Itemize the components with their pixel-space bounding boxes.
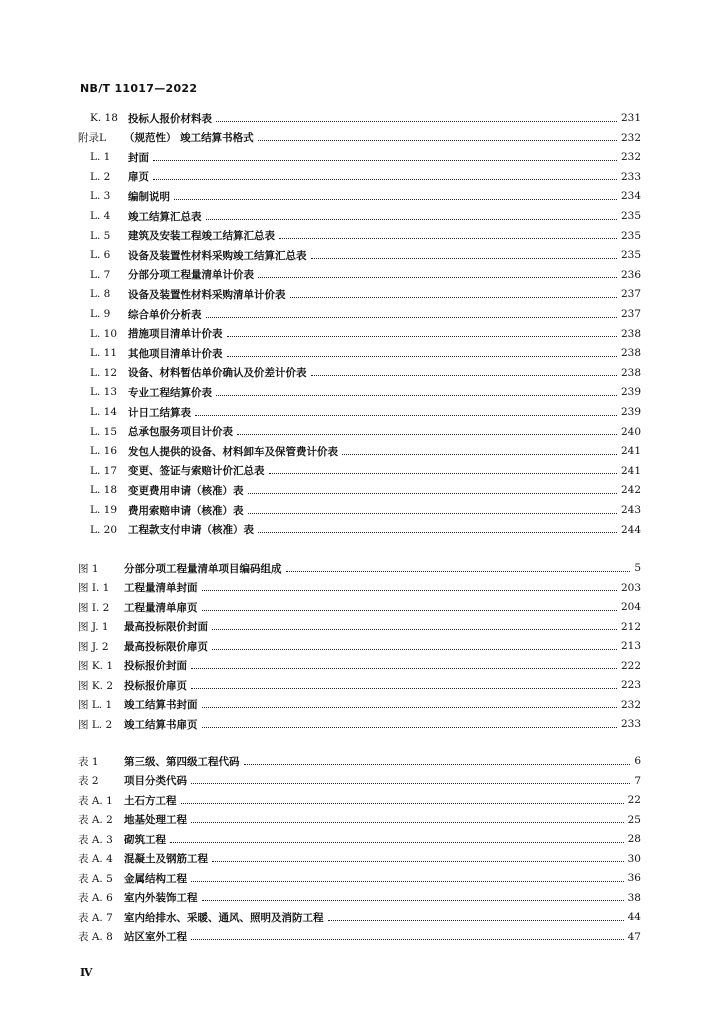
figure-entry-page: 222 — [620, 659, 641, 672]
table-entry-page: 6 — [634, 755, 641, 767]
toc-entry-title: 扉页 — [128, 171, 149, 184]
toc-entry-title: 措施项目清单计价表 — [128, 328, 223, 341]
toc-entry-title: 变更费用申请（核准）表 — [128, 484, 244, 497]
page-number: Ⅳ — [80, 966, 93, 979]
table-entry-number: 表 A. 7 — [78, 911, 113, 924]
dot-leader — [202, 590, 617, 591]
dot-leader — [244, 764, 631, 765]
toc-entry[interactable] — [90, 403, 641, 421]
table-entry-number: 表 1 — [78, 755, 99, 768]
dot-leader — [191, 939, 624, 940]
dot-leader — [342, 454, 617, 455]
dot-leader — [195, 415, 617, 416]
dot-leader — [191, 881, 624, 882]
toc-entry-page: 239 — [620, 386, 641, 399]
figure-entry[interactable] — [78, 637, 641, 655]
toc-entry-title: 其他项目清单计价表 — [128, 347, 223, 360]
figure-entry-title: 工程量清单扉页 — [124, 601, 198, 614]
dot-leader — [170, 842, 624, 843]
toc-entry-number: L. 1 — [90, 151, 111, 164]
toc-entry-page: 236 — [620, 268, 641, 281]
toc-entry[interactable] — [78, 129, 641, 147]
figure-entry-page: 223 — [620, 679, 641, 691]
figure-entry-title: 竣工结算书封面 — [124, 699, 198, 711]
dot-leader — [181, 803, 624, 804]
toc-entry-number: L. 7 — [90, 268, 111, 281]
toc-entry-page: 238 — [620, 366, 641, 379]
dot-leader — [311, 375, 617, 376]
toc-entry-page: 235 — [620, 210, 641, 222]
toc-entry-title: 工程款支付申请（核准）表 — [128, 524, 254, 537]
table-entry-page: 36 — [627, 872, 641, 884]
table-entry-number: 表 2 — [78, 775, 99, 787]
table-entry-page: 44 — [627, 911, 641, 923]
table-entry[interactable] — [78, 850, 641, 868]
table-entry[interactable] — [78, 811, 641, 829]
dot-leader — [202, 610, 617, 611]
toc-entry-number: L. 10 — [90, 327, 118, 340]
figure-entry-number: 图 K. 2 — [78, 679, 114, 692]
figure-entry[interactable] — [78, 676, 641, 694]
dot-leader — [248, 513, 617, 514]
dot-leader — [212, 629, 617, 630]
toc-entry-page: 235 — [620, 229, 641, 242]
dot-leader — [248, 493, 617, 494]
toc-entry-title: 计日工结算表 — [128, 406, 191, 419]
toc-entry[interactable] — [90, 246, 641, 264]
table-entry-page: 22 — [627, 794, 641, 806]
toc-entry-number: L. 15 — [90, 425, 118, 438]
toc-entry-title: 综合单价分析表 — [128, 308, 202, 321]
toc-entry[interactable] — [90, 285, 641, 303]
figure-entry-page: 203 — [620, 581, 641, 594]
toc-entry-page: 238 — [620, 327, 641, 340]
toc-entry-title: 设备及装置性材料采购清单计价表 — [128, 288, 286, 301]
toc-entry-number: L. 5 — [90, 229, 111, 242]
table-entry-page: 28 — [627, 833, 641, 845]
toc-entry[interactable] — [90, 481, 641, 499]
toc-entry-page: 232 — [620, 151, 641, 164]
toc-entry[interactable] — [90, 521, 641, 539]
dot-leader — [258, 140, 617, 141]
table-entry[interactable] — [78, 752, 641, 770]
figure-entry-title: 投标报价扉页 — [124, 679, 187, 692]
dot-leader — [191, 668, 617, 669]
figure-entry[interactable] — [78, 618, 641, 636]
figure-entry-page: 5 — [634, 562, 641, 574]
toc-entry-page: 235 — [620, 249, 641, 262]
toc-entry[interactable] — [90, 442, 641, 460]
toc-entry-page: 239 — [620, 406, 641, 418]
dot-leader — [202, 900, 624, 901]
dot-leader — [227, 336, 617, 337]
dot-leader — [206, 317, 617, 318]
figure-entry-number: 图 I. 2 — [78, 601, 110, 614]
toc-entry[interactable] — [90, 168, 641, 186]
toc-entry[interactable] — [90, 325, 641, 343]
table-entry-number: 表 A. 5 — [78, 872, 113, 885]
table-entry-title: 项目分类代码 — [124, 775, 187, 787]
toc-entry-title: （规范性） 竣工结算书格式 — [124, 132, 254, 145]
table-entry-number: 表 A. 2 — [78, 814, 113, 826]
dot-leader — [286, 571, 631, 572]
figure-entry[interactable] — [78, 579, 641, 597]
toc-entry[interactable] — [90, 207, 641, 225]
toc-entry-number: L. 3 — [90, 190, 111, 203]
table-entry-page: 25 — [627, 813, 641, 826]
toc-entry[interactable] — [90, 227, 641, 245]
figure-entry-title: 工程量清单封面 — [124, 582, 198, 594]
toc-entry-number: L. 18 — [90, 484, 118, 497]
dot-leader — [311, 258, 617, 259]
table-entry[interactable] — [78, 772, 641, 790]
figure-entry[interactable] — [78, 715, 641, 733]
table-entry-title: 金属结构工程 — [124, 872, 187, 885]
figure-entry-number: 图 L. 2 — [78, 718, 113, 731]
figure-entry-page: 232 — [620, 698, 641, 711]
toc-entry[interactable] — [90, 501, 641, 519]
toc-entry[interactable] — [90, 364, 641, 382]
dot-leader — [216, 395, 617, 396]
toc-entry-number: L. 11 — [90, 347, 118, 360]
toc-entry-title: 设备及装置性材料采购竣工结算汇总表 — [128, 249, 307, 262]
table-entry[interactable] — [78, 908, 641, 926]
document-code: NB/T 11017—2022 — [80, 82, 198, 95]
toc-entry-number: L. 4 — [90, 210, 111, 222]
toc-entry-page: 238 — [620, 347, 641, 360]
figure-entry[interactable] — [78, 657, 641, 675]
toc-entry[interactable] — [90, 383, 641, 401]
table-entry-title: 混凝土及钢筋工程 — [124, 853, 208, 865]
dot-leader — [258, 277, 617, 278]
figure-entry-page: 204 — [620, 601, 641, 613]
table-entry-title: 室内外装饰工程 — [124, 892, 198, 904]
dot-leader — [153, 160, 617, 161]
dot-leader — [216, 121, 617, 122]
toc-entry-title: 投标人报价材料表 — [128, 112, 212, 125]
dot-leader — [258, 532, 617, 533]
figure-entry-page: 213 — [620, 640, 641, 652]
toc-entry[interactable] — [90, 109, 641, 127]
toc-entry-title: 发包人提供的设备、材料卸车及保管费计价表 — [128, 445, 338, 458]
toc-entry-title: 编制说明 — [128, 190, 170, 203]
toc-entry[interactable] — [90, 148, 641, 166]
table-entry-page: 38 — [627, 891, 641, 904]
toc-entry-number: L. 19 — [90, 504, 118, 516]
figure-entry-number: 图 1 — [78, 562, 99, 575]
table-entry-title: 站区室外工程 — [124, 931, 187, 943]
figure-entry[interactable] — [78, 598, 641, 616]
toc-entry-number: L. 12 — [90, 366, 118, 379]
figure-entry[interactable] — [78, 559, 641, 577]
figure-entry-page: 233 — [620, 718, 641, 730]
figure-entry-title: 竣工结算书扉页 — [124, 718, 198, 731]
figure-entry-number: 图 L. 1 — [78, 699, 113, 711]
toc-entry-number: L. 13 — [90, 386, 118, 399]
toc-entry[interactable] — [90, 305, 641, 323]
dot-leader — [212, 649, 617, 650]
toc-entry-page: 240 — [620, 425, 641, 438]
toc-entry-number: L. 14 — [90, 406, 118, 418]
figure-entry[interactable] — [78, 696, 641, 714]
toc-entry-title: 总承包服务项目计价表 — [128, 426, 233, 439]
toc-entry-number: 附录L — [78, 132, 106, 145]
toc-entry-title: 竣工结算汇总表 — [128, 210, 202, 223]
table-entry[interactable] — [78, 791, 641, 809]
toc-entry-page: 244 — [620, 523, 641, 536]
toc-entry-page: 234 — [620, 190, 641, 203]
dot-leader — [191, 688, 617, 689]
figure-entry-number: 图 I. 1 — [78, 582, 110, 594]
toc-entry-title: 封面 — [128, 151, 149, 164]
dot-leader — [269, 473, 617, 474]
table-entry[interactable] — [78, 830, 641, 848]
toc-entry-page: 243 — [620, 504, 641, 516]
toc-entry-number: K. 18 — [90, 112, 118, 124]
table-entry-page: 7 — [634, 774, 641, 787]
figure-entry-number: 图 K. 1 — [78, 660, 114, 672]
toc-entry-number: L. 20 — [90, 523, 118, 536]
table-entry-title: 地基处理工程 — [124, 814, 187, 826]
toc-entry-number: L. 2 — [90, 170, 111, 183]
toc-entry[interactable] — [90, 344, 641, 362]
toc-entry[interactable] — [90, 266, 641, 284]
table-entry-number: 表 A. 4 — [78, 853, 113, 865]
toc-entry-number: L. 8 — [90, 288, 111, 301]
dot-leader — [212, 861, 624, 862]
toc-entry-page: 237 — [620, 308, 641, 320]
toc-entry-number: L. 6 — [90, 249, 111, 262]
figure-entry-title: 分部分项工程量清单项目编码组成 — [124, 562, 282, 575]
toc-entry[interactable] — [90, 187, 641, 205]
toc-entry-page: 237 — [620, 288, 641, 301]
toc-entry-page: 241 — [620, 445, 641, 458]
toc-entry-title: 专业工程结算价表 — [128, 386, 212, 399]
table-entry-title: 土石方工程 — [124, 794, 177, 807]
toc-entry-number: L. 9 — [90, 308, 111, 320]
table-entry-number: 表 A. 8 — [78, 931, 113, 943]
toc-entry-number: L. 16 — [90, 445, 118, 458]
toc-entry-title: 建筑及安装工程竣工结算汇总表 — [128, 230, 275, 243]
table-entry-number: 表 A. 6 — [78, 892, 113, 904]
toc-entry-page: 241 — [620, 464, 641, 477]
figure-entry-number: 图 J. 2 — [78, 640, 109, 653]
table-entry-page: 30 — [627, 852, 641, 865]
table-entry[interactable] — [78, 869, 641, 887]
figure-entry-title: 最高投标限价扉页 — [124, 640, 208, 653]
toc-entry[interactable] — [90, 423, 641, 441]
dot-leader — [227, 356, 617, 357]
dot-leader — [202, 727, 617, 728]
dot-leader — [191, 822, 624, 823]
toc-entry-page: 231 — [620, 112, 641, 124]
dot-leader — [153, 179, 617, 180]
table-entry-page: 47 — [627, 930, 641, 943]
toc-entry-title: 变更、签证与索赔计价汇总表 — [128, 465, 265, 478]
dot-leader — [328, 920, 624, 921]
dot-leader — [202, 707, 617, 708]
toc-entry-title: 费用索赔申请（核准）表 — [128, 504, 244, 517]
toc-entry-page: 233 — [620, 170, 641, 183]
dot-leader — [237, 434, 617, 435]
table-entry-number: 表 A. 3 — [78, 833, 113, 846]
table-entry-title: 第三级、第四级工程代码 — [124, 755, 240, 768]
toc-entry-page: 242 — [620, 484, 641, 497]
figure-entry-page: 212 — [620, 620, 641, 633]
dot-leader — [290, 297, 617, 298]
table-entry-title: 砌筑工程 — [124, 833, 166, 846]
dot-leader — [191, 783, 630, 784]
dot-leader — [206, 219, 617, 220]
table-entry-number: 表 A. 1 — [78, 794, 113, 807]
table-entry-title: 室内给排水、采暖、通风、照明及消防工程 — [124, 911, 324, 924]
toc-entry-title: 设备、材料暂估单价确认及价差计价表 — [128, 367, 307, 380]
dot-leader — [279, 238, 617, 239]
figure-entry-title: 投标报价封面 — [124, 660, 187, 672]
figure-entry-title: 最高投标限价封面 — [124, 621, 208, 633]
toc-entry[interactable] — [90, 462, 641, 480]
dot-leader — [174, 199, 617, 200]
toc-entry-title: 分部分项工程量清单计价表 — [128, 269, 254, 282]
toc-entry-page: 232 — [620, 131, 641, 144]
figure-entry-number: 图 J. 1 — [78, 621, 109, 633]
toc-entry-number: L. 17 — [90, 464, 118, 477]
table-entry[interactable] — [78, 889, 641, 907]
table-entry[interactable] — [78, 928, 641, 946]
